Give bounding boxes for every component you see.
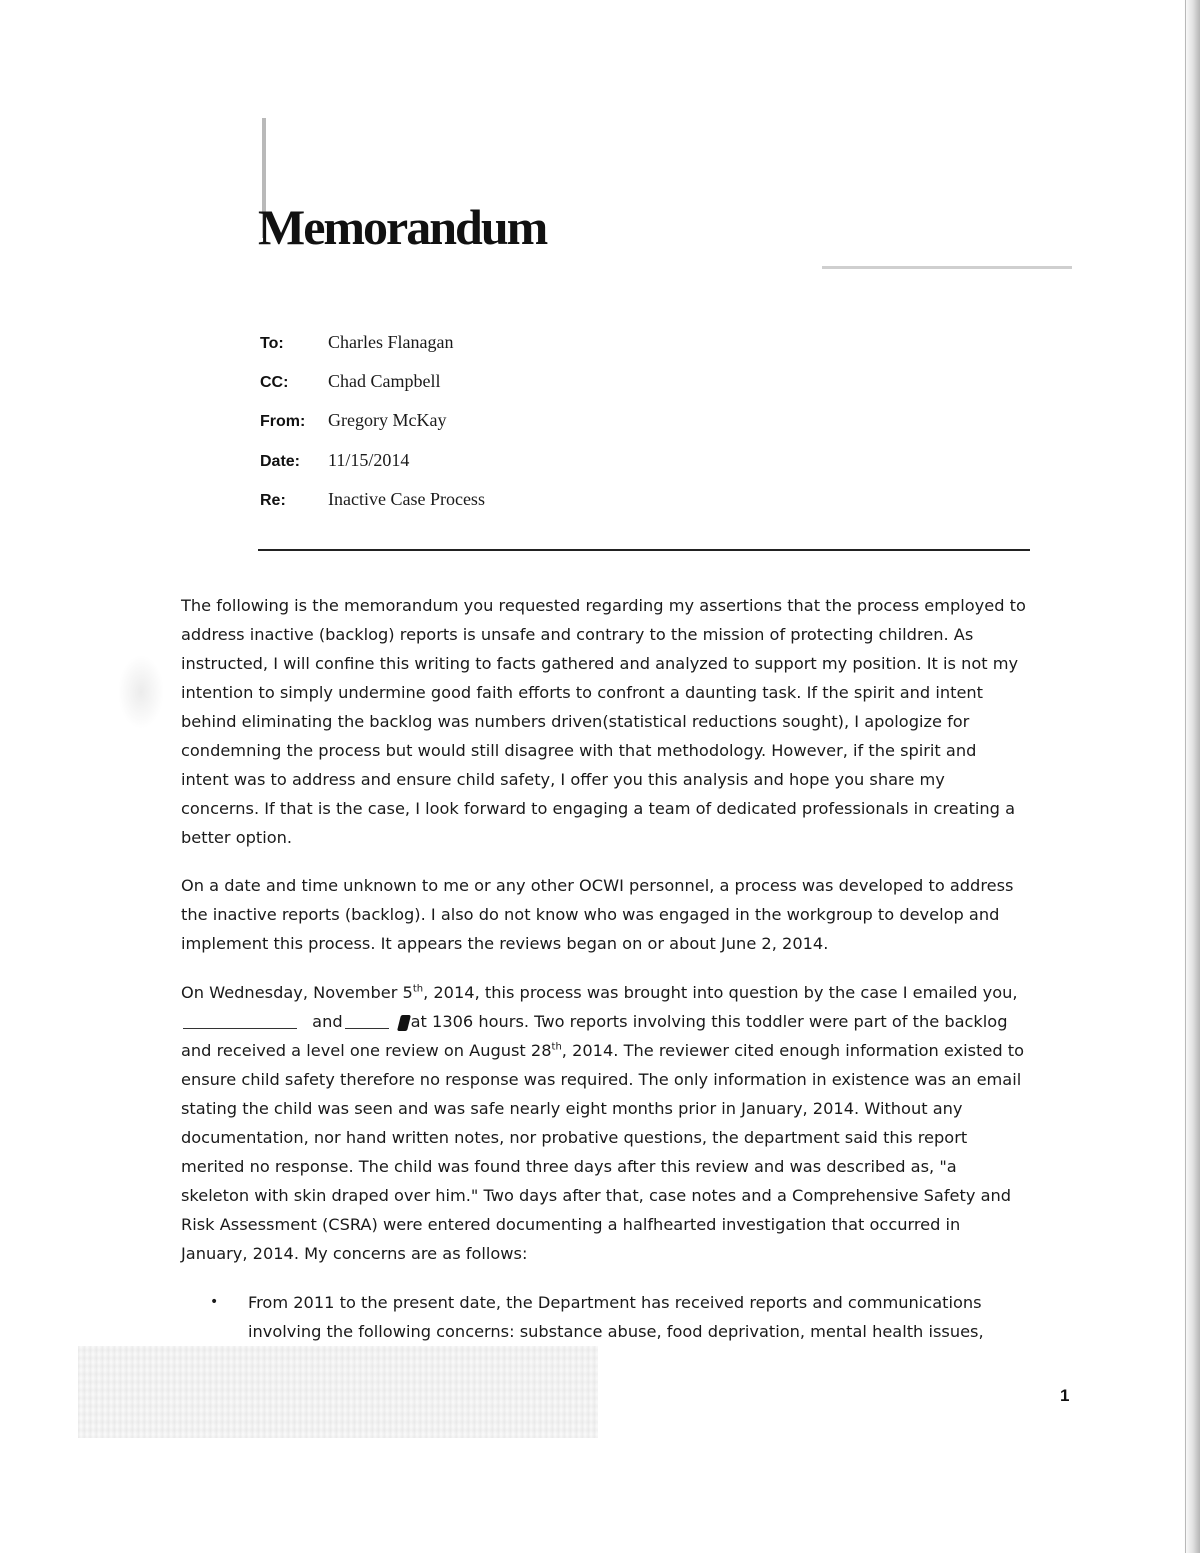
redacted-name	[343, 1014, 399, 1032]
list-item	[210, 1288, 1030, 1346]
header-row-cc	[260, 371, 440, 395]
header-value-re: Inactive Case Process	[328, 489, 485, 509]
paragraph-3-part-1: On Wednesday, November 5	[181, 983, 413, 1002]
scan-smudge-small	[118, 655, 164, 729]
header-row-to	[260, 332, 453, 356]
memo-title: Memorandum	[258, 199, 547, 255]
scan-smudge-footer	[78, 1346, 598, 1438]
header-label-to: To:	[260, 335, 284, 352]
ordinal-suffix: th	[551, 1041, 562, 1053]
scan-edge-shadow	[1184, 0, 1200, 1553]
header-value-cc: Chad Campbell	[328, 371, 441, 391]
header-label-date: Date:	[260, 453, 301, 470]
paragraph-3-part-4: at 1306 hours. Two reports involving this toddler were part of the backlog and received a level one review on August 28	[181, 1012, 1008, 1060]
paragraph-3-part-5: , 2014. The reviewer cited enough information existed to ensure child safety therefore no response was required. The only information in existence was an email stating the child was seen and was safe nearly eight months prior in January, 2014. Without any documentation, nor hand written notes, nor probative questions, the department said this report merited no response. The child was found three days after this review and was described as, "a skeleton with skin draped over him." Two days after that, case notes and a Comprehensive Safety and Risk Assessment (CSRA) were entered documenting a halfhearted investigation that occurred in January, 2014. My concerns are as follows:	[181, 1041, 1025, 1263]
paragraph-text: On a date and time unknown to me or any other OCWI personnel, a process was developed to address the inactive reports (backlog). I also do not know who was engaged in the workgroup to develop and implement this process. It appears the reviews began on or about June 2, 2014.	[181, 876, 1014, 953]
paragraph-3-part-2: , 2014, this process was brought into question by the case I emailed you,	[423, 983, 1018, 1002]
paragraph-3-part-3: and	[312, 1012, 343, 1031]
redacted-name	[181, 1014, 307, 1032]
body-paragraph-3	[181, 978, 1026, 1268]
header-label-re: Re:	[260, 492, 286, 509]
page-number: 1	[1060, 1386, 1070, 1405]
body-paragraph-1	[181, 591, 1026, 852]
scan-edge-line	[1185, 0, 1186, 1553]
bullet-icon: •	[210, 1294, 219, 1310]
ordinal-suffix: th	[412, 983, 424, 995]
paragraph-text: The following is the memorandum you requested regarding my assertions that the process employed to address inactive (backlog) reports is unsafe and contrary to the mission of protecting children. As instructed, I will confine this writing to facts gathered and analyzed to support my position. It is not my intention to simply undermine good faith efforts to confront a daunting task. If the spirit and intent behind eliminating the backlog was numbers driven(statistical reductions sought), I apologize for condemning the process but would still disagree with that methodology. However, if the spirit and intent was to address and ensure child safety, I offer you this analysis and hope you share my concerns. If that is the case, I look forward to engaging a team of dedicated professionals in creating a better option.	[181, 596, 1026, 847]
header-row-date	[260, 450, 409, 474]
header-divider	[258, 549, 1030, 551]
header-row-from	[260, 410, 446, 434]
redaction-mark	[397, 1015, 411, 1031]
header-value-from: Gregory McKay	[328, 410, 447, 430]
header-value-to: Charles Flanagan	[328, 332, 454, 352]
concerns-list	[210, 1288, 1030, 1346]
header-value-date: 11/15/2014	[328, 450, 410, 470]
title-rule	[822, 266, 1072, 269]
paragraph-text	[181, 978, 1026, 1268]
body-paragraph-2	[181, 871, 1026, 958]
header-label-cc: CC:	[260, 374, 289, 391]
list-item-text: From 2011 to the present date, the Department has received reports and communications involving the following concerns: substance abuse, food deprivation, mental health issues,	[248, 1293, 984, 1341]
header-row-re	[260, 489, 485, 513]
header-label-from: From:	[260, 413, 306, 430]
